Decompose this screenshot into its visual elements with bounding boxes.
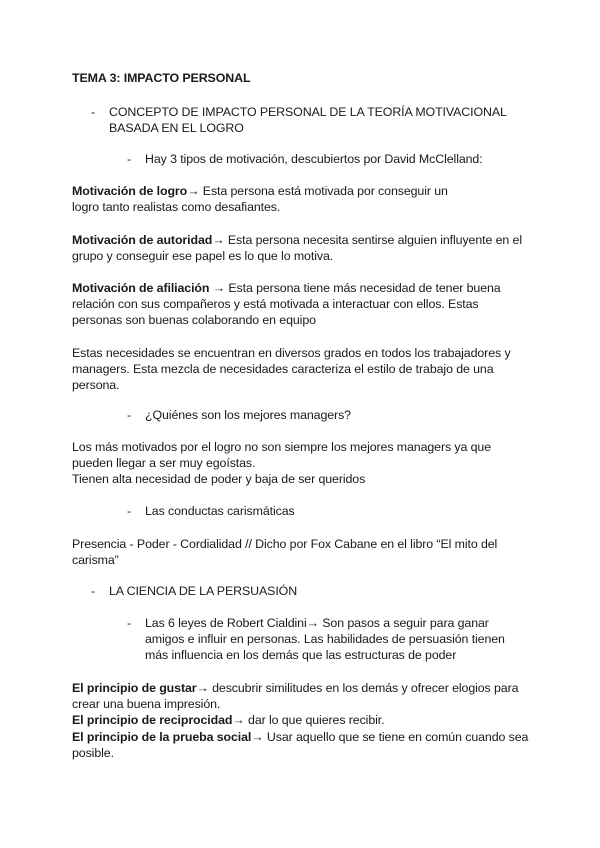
- gustar-term: El principio de gustar: [72, 681, 197, 695]
- sub4-line1: Las 6 leyes de Robert Cialdini→ Son pasos a seguir para ganar: [145, 616, 489, 630]
- logro-term: Motivación de logro: [72, 184, 188, 198]
- sub3-text: Las conductas carismáticas: [145, 504, 295, 518]
- sub1-bullet: -: [127, 152, 132, 166]
- managers-line2: pueden llegar a ser muy egoístas.: [72, 456, 256, 470]
- section1-bullet: -: [91, 105, 96, 119]
- autoridad-line2: grupo y conseguir ese papel es lo que lo motiva.: [72, 249, 334, 263]
- logro-line1: [72, 183, 448, 199]
- afiliacion-line2: relación con sus compañeros y está motivada a interactuar con ellos. Estas: [72, 297, 479, 311]
- afiliacion-line1: [72, 280, 501, 296]
- afiliacion-line3: personas son buenas colaborando en equipo: [72, 313, 316, 327]
- logro-line1-rest: → Esta persona está motivada por conseguir un: [187, 184, 448, 198]
- prueba-line2: posible.: [72, 746, 114, 760]
- reciprocidad-line1: [72, 712, 384, 728]
- necesidades-line1: Estas necesidades se encuentran en diversos grados en todos los trabajadores y: [72, 346, 511, 360]
- autoridad-line1-rest: → Esta persona necesita sentirse alguien influyente en el: [212, 233, 522, 247]
- afiliacion-term: Motivación de afiliación: [72, 281, 210, 295]
- autoridad-term: Motivación de autoridad: [72, 233, 213, 247]
- sub4-line2: amigos e influir en personas. Las habilidades de persuasión tienen: [145, 632, 505, 646]
- sub4-bullet: -: [127, 616, 132, 630]
- managers-line3: Tienen alta necesidad de poder y baja de ser queridos: [72, 472, 366, 486]
- section2-heading: LA CIENCIA DE LA PERSUASIÓN: [109, 584, 298, 598]
- reciprocidad-term: El principio de reciprocidad: [72, 713, 233, 727]
- sub2-text: ¿Quiénes son los mejores managers?: [145, 408, 351, 422]
- section1-heading-line2: BASADA EN EL LOGRO: [109, 121, 244, 135]
- necesidades-line2: managers. Esta mezcla de necesidades caracteriza el estilo de trabajo de una: [72, 362, 494, 376]
- prueba-line1-rest: → Usar aquello que se tiene en común cuando sea: [251, 730, 529, 744]
- sub1-text: Hay 3 tipos de motivación, descubiertos por David McClelland:: [145, 152, 483, 166]
- afiliacion-line1-rest: → Esta persona tiene más necesidad de tener buena: [209, 281, 501, 295]
- section1-heading-line1: CONCEPTO DE IMPACTO PERSONAL DE LA TEORÍA MOTIVACIONAL: [109, 105, 507, 119]
- gustar-line1: [72, 680, 518, 696]
- carisma-line1: Presencia - Poder - Cordialidad // Dicho por Fox Cabane en el libro “El mito del: [72, 537, 498, 551]
- page-title: TEMA 3: IMPACTO PERSONAL: [72, 71, 251, 85]
- prueba-line1: [72, 729, 528, 745]
- sub4-line3: más influencia en los demás que las estructuras de poder: [145, 648, 457, 662]
- logro-line2: logro tanto realistas como desafiantes.: [72, 200, 281, 214]
- carisma-line2: carisma”: [72, 553, 119, 567]
- necesidades-line3: persona.: [72, 378, 120, 392]
- gustar-line2: crear una buena impresión.: [72, 697, 221, 711]
- prueba-term: El principio de la prueba social: [72, 730, 252, 744]
- reciprocidad-line1-rest: → dar lo que quieres recibir.: [232, 713, 385, 727]
- sub3-bullet: -: [127, 504, 132, 518]
- autoridad-line1: [72, 232, 522, 248]
- gustar-line1-rest: → descubrir similitudes en los demás y ofrecer elogios para: [196, 681, 519, 695]
- section2-bullet: -: [91, 584, 96, 598]
- managers-line1: Los más motivados por el logro no son siempre los mejores managers ya que: [72, 440, 492, 454]
- sub2-bullet: -: [127, 408, 132, 422]
